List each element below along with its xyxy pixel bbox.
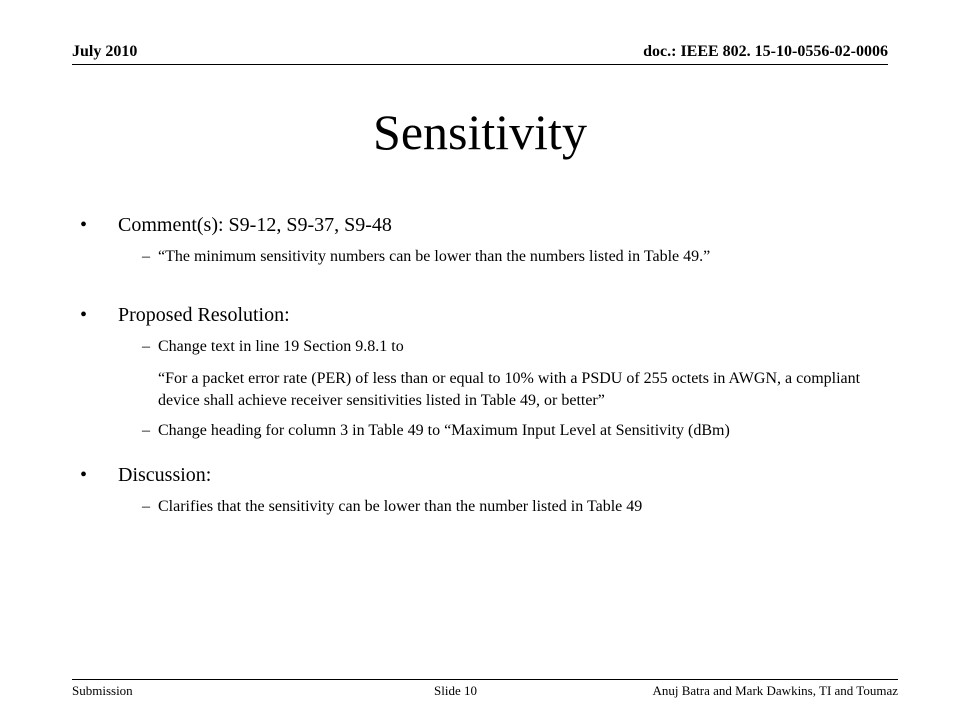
bullet-resolution-text: Proposed Resolution:: [118, 304, 290, 326]
footer-divider: [72, 679, 898, 680]
header-doc-id: doc.: IEEE 802. 15-10-0556-02-0006: [643, 43, 888, 60]
sub-bullet-comment-quote: [80, 246, 890, 268]
bullet-comments: [80, 212, 890, 238]
sub-bullet-discussion-detail-text: Clarifies that the sensitivity can be lower than the number listed in Table 49: [158, 498, 643, 515]
bullet-comments-text: Comment(s): S9-12, S9-37, S9-48: [118, 214, 392, 236]
bullet-marker: •: [80, 464, 88, 486]
footer-authors: Anuj Batra and Mark Dawkins, TI and Toumaz: [652, 683, 898, 698]
sub-bullet-change-text-label: Change text in line 19 Section 9.8.1 to: [158, 338, 404, 355]
dash-marker: –: [142, 338, 150, 355]
sub-bullet-change-heading-text: Change heading for column 3 in Table 49 to “Maximum Input Level at Sensitivity (dBm): [158, 422, 730, 439]
resolution-quote: “For a packet error rate (PER) of less than or equal to 10% with a PSDU of 255 octets in AWGN, a compliant device shall achieve receiver sensitivities listed in Table 49, or better”: [158, 370, 861, 409]
footer-submission: Submission: [72, 683, 133, 698]
dash-marker: –: [142, 498, 150, 515]
sub-bullet-change-text: [80, 336, 890, 358]
bullet-resolution: [80, 302, 890, 328]
bullet-marker: •: [80, 214, 88, 236]
bullet-discussion-text: Discussion:: [118, 464, 212, 486]
sub-bullet-change-heading: [80, 420, 890, 442]
spacer: [80, 268, 890, 302]
header-divider: [72, 64, 888, 65]
slide-body: [80, 212, 890, 518]
sub-bullet-discussion-detail: [80, 496, 890, 518]
header-date: July 2010: [72, 43, 138, 60]
bullet-discussion: [80, 462, 890, 488]
sub-bullet-comment-quote-text: “The minimum sensitivity numbers can be lower than the numbers listed in Table 49.”: [158, 248, 711, 265]
dash-marker: –: [142, 422, 150, 439]
bullet-marker: •: [80, 304, 88, 326]
footer-slide-number: Slide 10: [434, 683, 477, 698]
dash-marker: –: [142, 248, 150, 265]
spacer: [80, 442, 890, 462]
slide-title: Sensitivity: [373, 104, 587, 160]
